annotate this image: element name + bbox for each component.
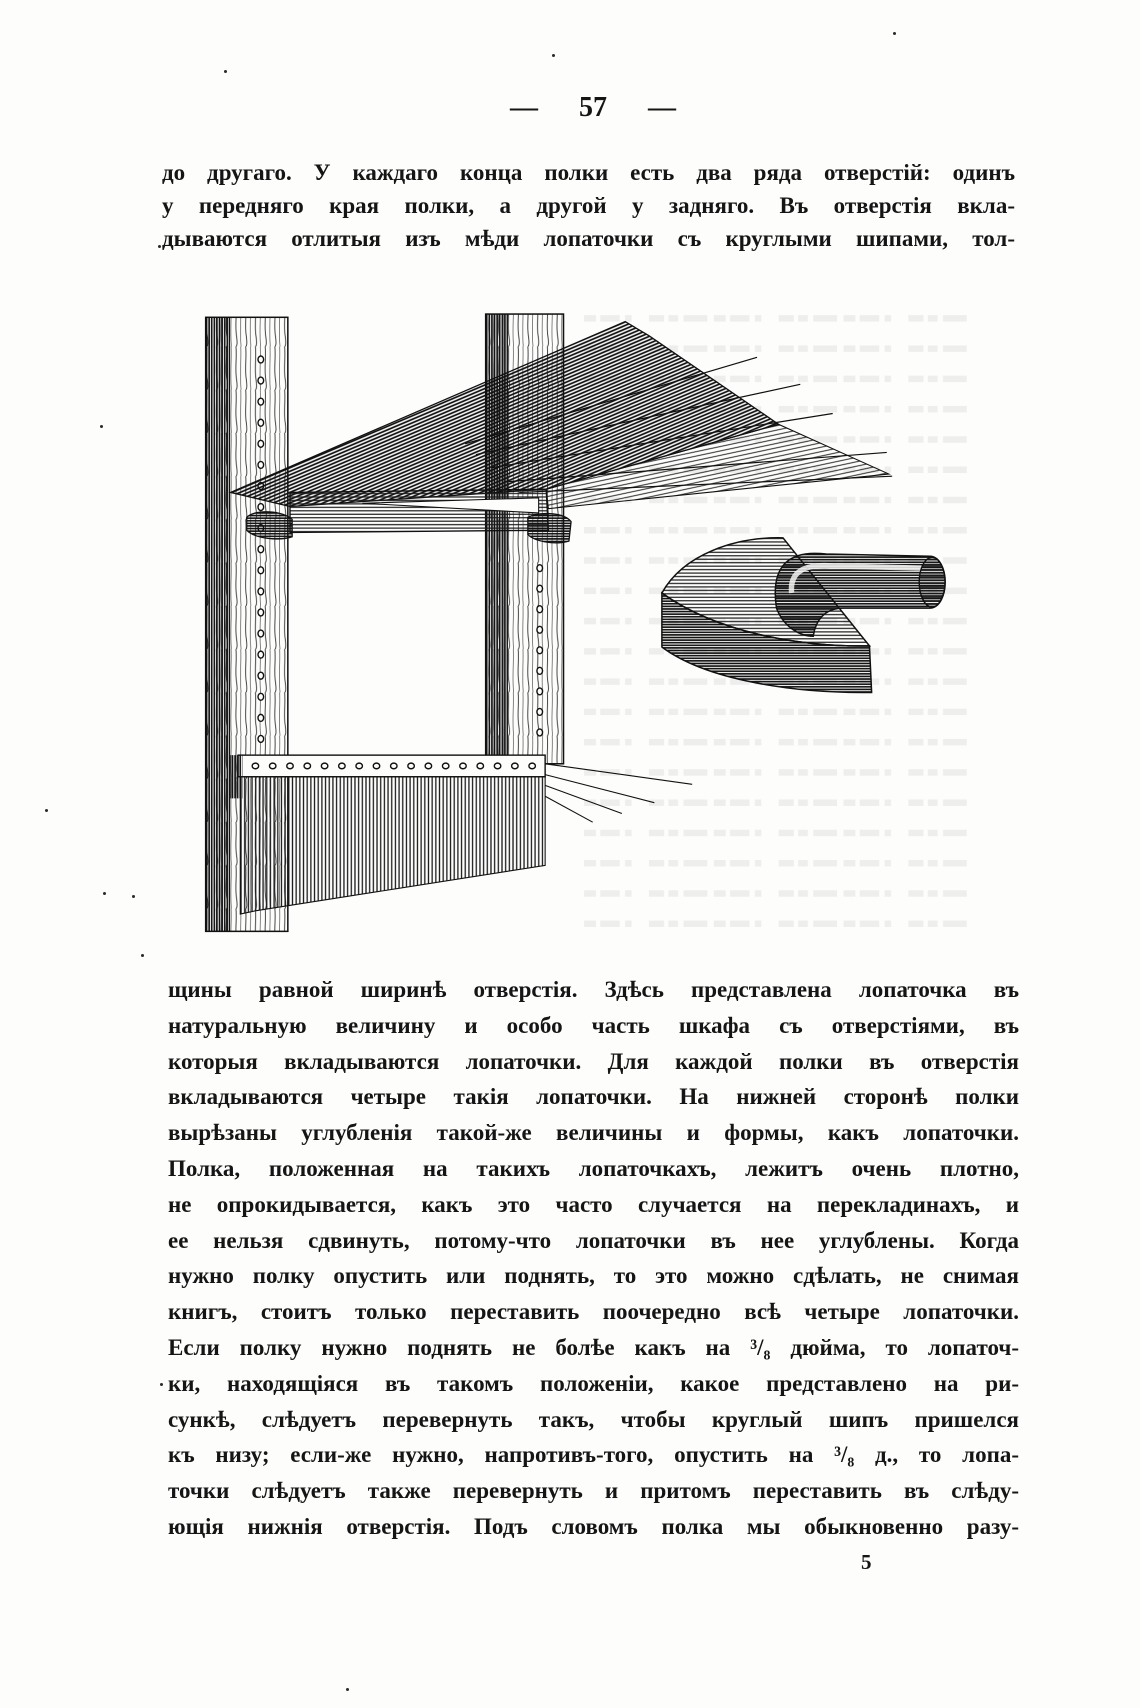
text-line: Полка, положенная на такихъ лопаточкахъ, лежитъ очень плотно, [168, 1155, 1019, 1181]
paragraph-top [162, 156, 1015, 255]
shelf-support-left [247, 512, 292, 539]
peg-hole [258, 630, 264, 637]
peg-hole [252, 763, 258, 769]
peg-hole [258, 356, 264, 363]
text-line: натуральную величину и особо часть шкафа съ отверстіями, въ [168, 1012, 1019, 1038]
peg-hole [269, 763, 275, 769]
text-line: ющія нижнія отверстія. Подъ словомъ полка мы обыкновенно разу- [168, 1513, 1019, 1539]
paragraph-bottom [168, 972, 1019, 1545]
peg-hole [258, 714, 264, 721]
page-number-header: — 57 — [510, 92, 676, 123]
peg-hole [258, 609, 264, 616]
peg-hole [460, 763, 466, 769]
peg-hole [258, 672, 264, 679]
peg-hole [304, 763, 310, 769]
peg-hole [537, 585, 543, 592]
peg-hole [287, 763, 293, 769]
peg-hole [258, 419, 264, 426]
text-line: дываются отлитыя изъ мѣди лопаточки съ круглыми шипами, тол- [162, 226, 1015, 251]
peg-hole [537, 606, 543, 613]
peg-hole [321, 763, 327, 769]
peg-hole [258, 651, 264, 658]
peg-hole [425, 763, 431, 769]
peg-hole [258, 377, 264, 384]
scan-speck [158, 245, 161, 248]
peg-end-cap [919, 557, 945, 607]
peg-hole [529, 763, 535, 769]
text-line: къ низу; если-же нужно, напротивъ-того, опустить на ³/₈ д., то лопа- [168, 1442, 1019, 1468]
signature-mark: 5 [861, 1550, 872, 1574]
text-line: книгъ, стоитъ только переставить поочередно всѣ четыре лопаточки. [168, 1299, 1019, 1325]
text-line: вкладываются четыре такія лопаточки. На нижней сторонѣ полки [168, 1084, 1019, 1110]
text-line: ки, находящіяся въ такомъ положеніи, какое представлено на ри- [168, 1370, 1019, 1396]
text-line: ее нельзя сдвинуть, потому-что лопаточки въ нее углублены. Когда [168, 1227, 1019, 1253]
peg-hole [537, 667, 543, 674]
scan-speck [893, 32, 896, 35]
peg-hole [258, 588, 264, 595]
shelf-illustration [200, 300, 980, 940]
text-line: у передняго края полки, а другой у задняго. Въ отверстія вкла- [162, 193, 1015, 218]
text-line: нужно полку опустить или поднять, то это можно сдѣлать, не снимая [168, 1263, 1019, 1289]
text-line: Если полку нужно поднять не болѣе какъ на ³/₈ дюйма, то лопаточ- [168, 1334, 1019, 1360]
peg-hole [339, 763, 345, 769]
peg-hole [537, 647, 543, 654]
peg-hole [258, 735, 264, 742]
peg-hole [258, 461, 264, 468]
scan-speck [141, 954, 144, 957]
peg-hole [408, 763, 414, 769]
peg-hole [537, 565, 543, 572]
peg-hole [537, 626, 543, 633]
text-line: точки слѣдуетъ также перевернуть и притомъ переставить въ слѣду- [168, 1478, 1019, 1504]
scan-speck [552, 54, 555, 57]
peg-hole [258, 440, 264, 447]
lower-shelf-panel [240, 777, 545, 914]
scan-speck [224, 70, 227, 73]
peg-hole [391, 763, 397, 769]
peg-hole [537, 688, 543, 695]
text-line: вырѣзаны углубленія такой-же величины и формы, какъ лопаточки. [168, 1120, 1019, 1146]
scan-speck [45, 809, 48, 812]
text-line: щины равной ширинѣ отверстія. Здѣсь представлена лопаточка въ [168, 977, 1019, 1002]
scan-speck [100, 425, 103, 428]
peg-hole [258, 693, 264, 700]
peg-hole [512, 763, 518, 769]
scan-speck [132, 895, 135, 898]
peg-hole [494, 763, 500, 769]
peg-hole [258, 504, 264, 511]
peg-hole [537, 708, 543, 715]
peg-hole [537, 729, 543, 736]
peg-hole [477, 763, 483, 769]
peg-hole [373, 763, 379, 769]
shelf-support-middle [528, 514, 571, 543]
peg-hole [258, 398, 264, 405]
text-line: сункѣ, слѣдуетъ перевернуть такъ, чтобы круглый шипъ пришелся [168, 1406, 1019, 1432]
text-line: не опрокидывается, какъ это часто случается на перекладинахъ, и [168, 1191, 1019, 1217]
scan-speck [103, 892, 106, 895]
peg-hole [258, 567, 264, 574]
peg-hole [356, 763, 362, 769]
peg-hole [442, 763, 448, 769]
scan-speck [346, 1688, 349, 1691]
scan-speck [160, 1383, 163, 1386]
text-line: до другаго. У каждаго конца полки есть два ряда отверстій: одинъ [162, 160, 1015, 185]
text-line: которыя вкладываются лопаточки. Для каждой полки въ отверстія [168, 1048, 1019, 1074]
peg-hole [258, 546, 264, 553]
middle-post-holes [537, 565, 543, 736]
